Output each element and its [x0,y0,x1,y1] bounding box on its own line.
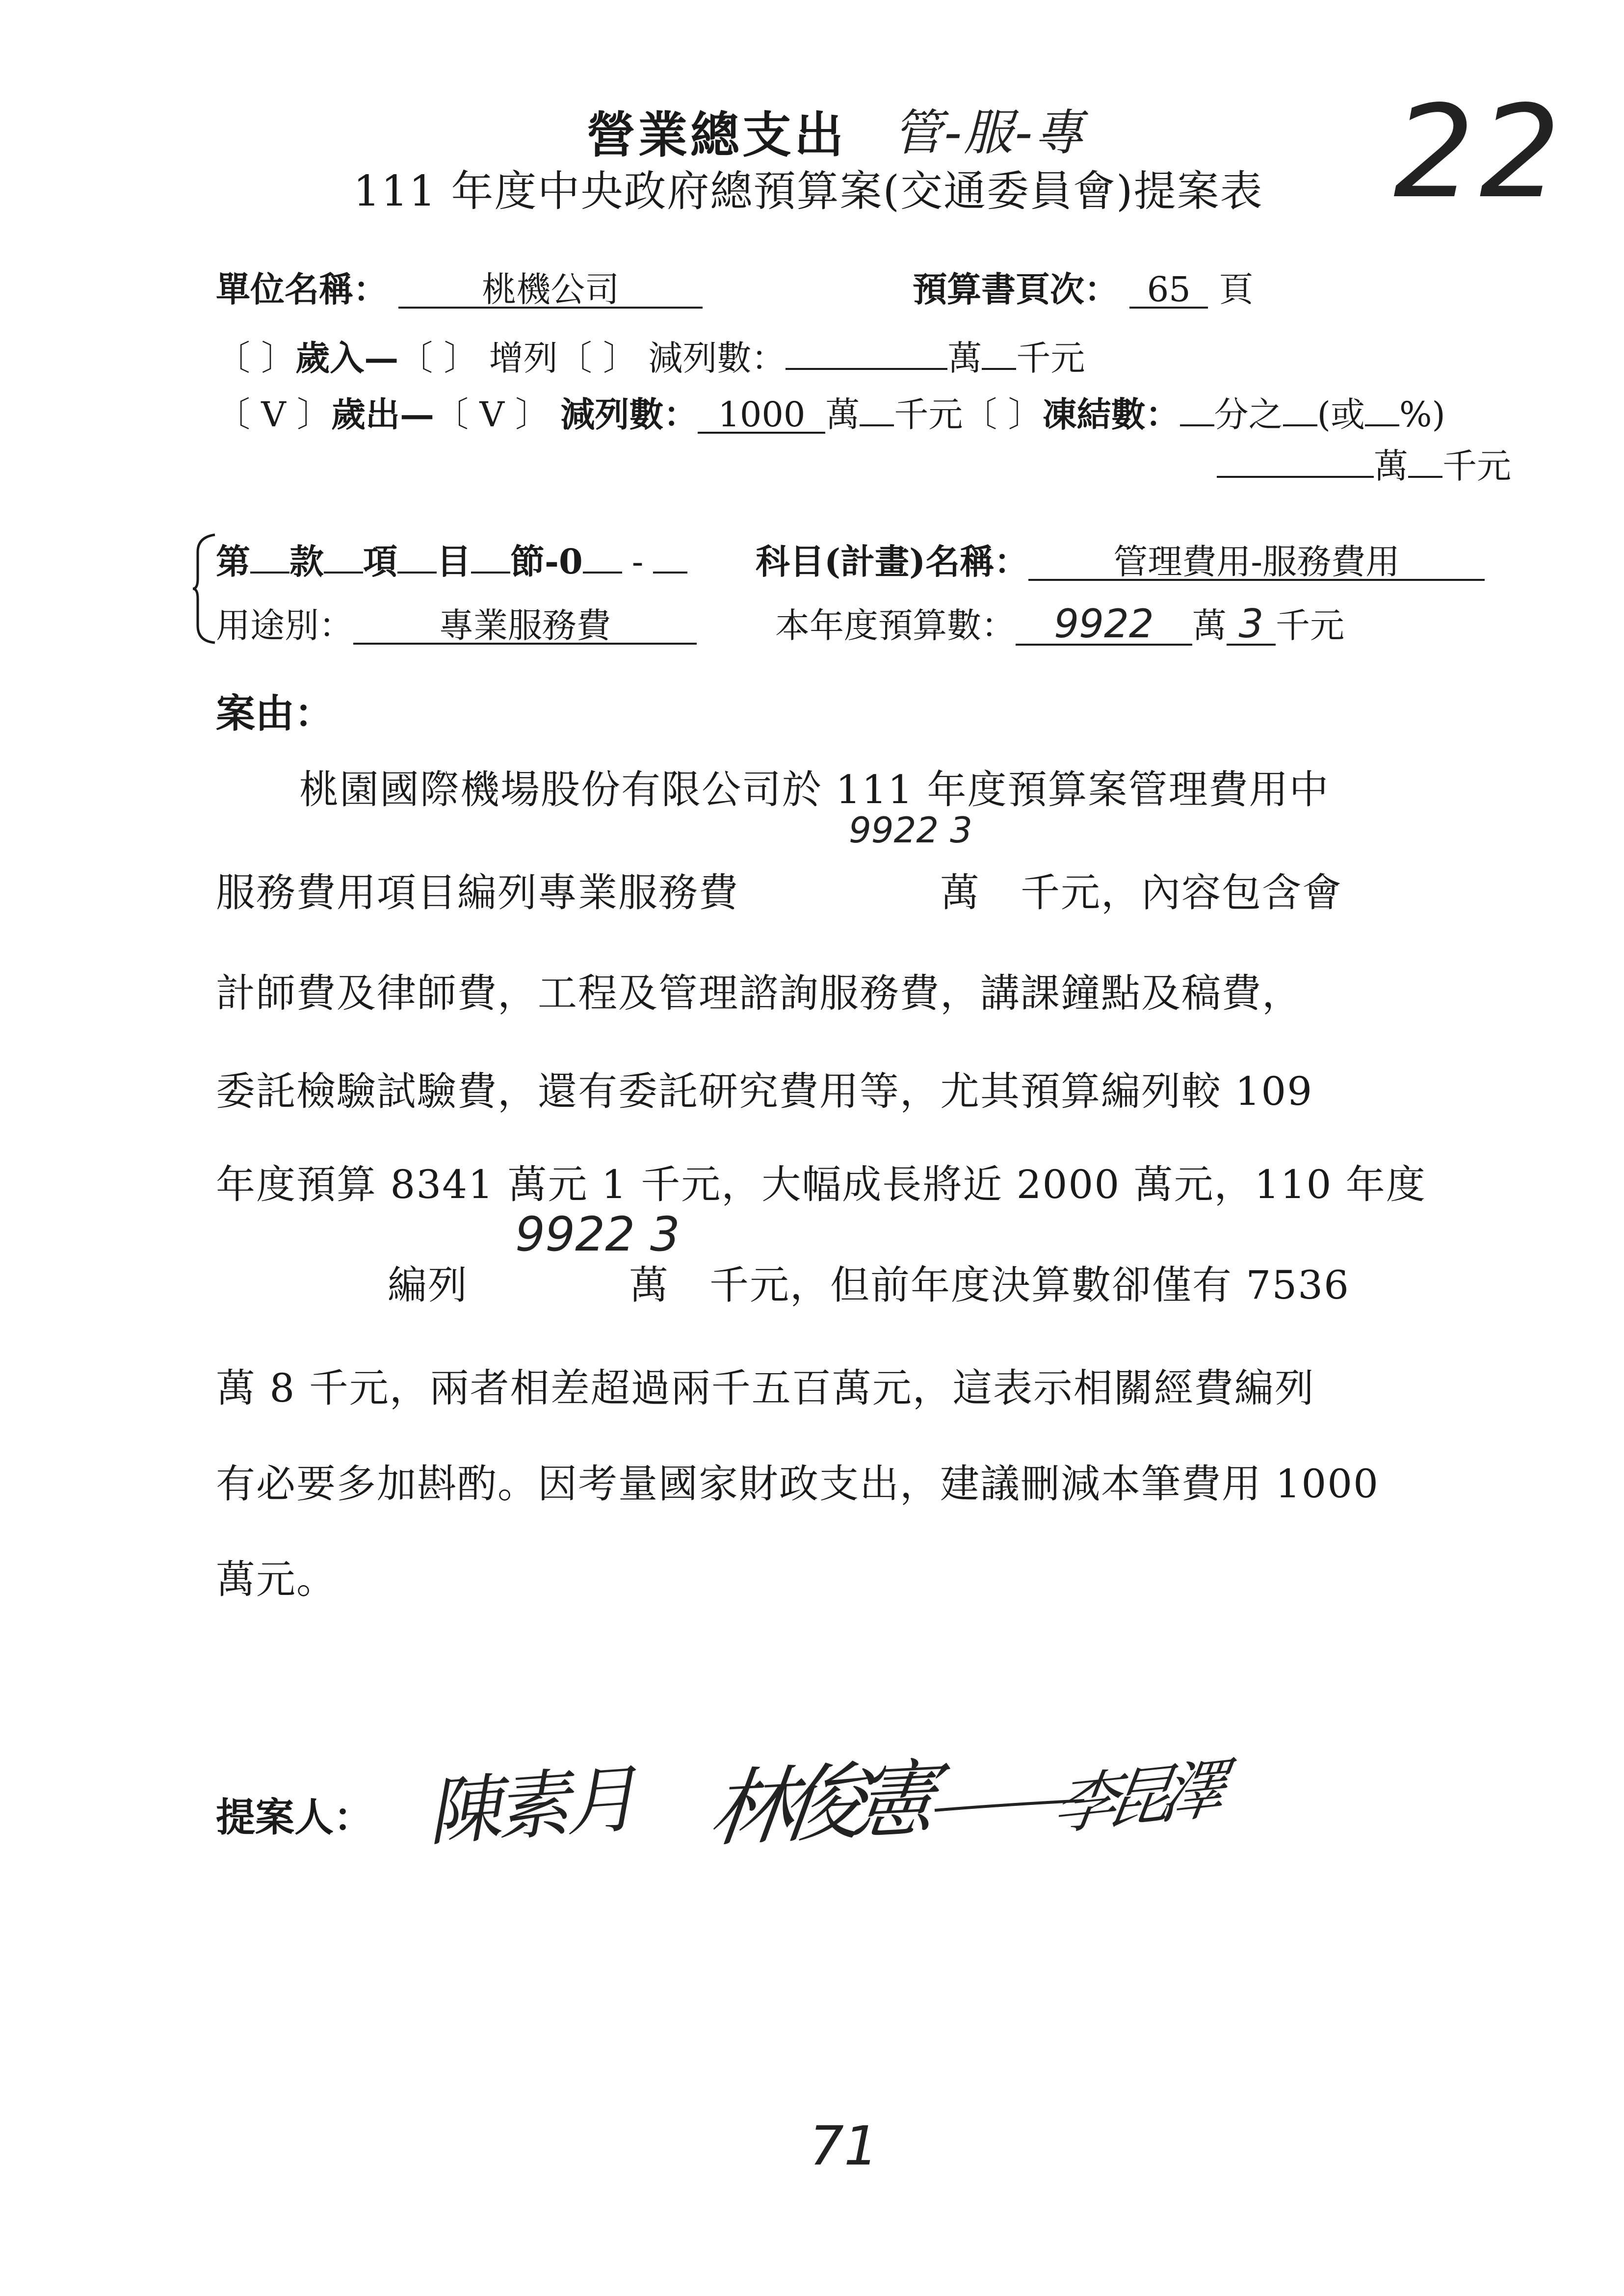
proposer-label: 提案人： [216,1794,373,1840]
expense-qian-blank [860,424,894,426]
expense-label: 歲出— [331,394,435,435]
annotation-first: 9922 3 [849,809,972,851]
account-brace [190,532,220,645]
page-ref-suffix: 頁 [1219,269,1254,310]
expense-bracket-2: 〔 V 〕 [434,394,550,435]
page-ref-row [913,267,1254,312]
form-title: 111 年度中央政府總預算案(交通委員會)提案表 [353,167,1263,216]
signature-2 [704,1731,932,1863]
revenue-wan: 萬 [947,338,982,378]
reason-line-8: 有必要多加斟酌。因考量國家財政支出，建議刪減本筆費用 1000 [216,1461,1380,1507]
revenue-qian-blank [982,368,1016,370]
freeze-qian-blank [1408,476,1442,478]
account-xiang-blank [397,572,437,574]
account-dash-blank [653,572,687,574]
page-ref-value: 65 [1129,272,1208,309]
account-jie-blank [583,572,622,574]
stamp-title: 營業總支出 [586,106,846,164]
revenue-bracket-3: 〔 〕 [557,338,638,378]
signature-1 [423,1740,636,1860]
revenue-wan-blank [786,368,947,370]
revenue-line [216,336,1085,380]
signature-underline [932,1796,1089,1815]
freeze-fraction: 分之 [1214,394,1283,435]
account-dash: - [631,542,644,582]
unit-row [216,267,703,312]
usage-value: 專業服務費 [353,608,697,645]
account-jie: 節-0 [510,541,583,582]
signature-2-text: 林俊憲 [705,1749,930,1859]
reason-line-4: 委託檢驗試驗費，還有委託研究費用等，尤其預算編列較 109 [216,1069,1313,1114]
account-mu-blank [471,572,510,574]
reason-line-5: 年度預算 8341 萬元 1 千元，大幅成長將近 2000 萬元，110 年度 [216,1162,1426,1207]
expense-qian: 千元 [894,394,963,435]
signature-1-text: 陳素月 [424,1756,636,1856]
revenue-increase: 增列 [489,338,558,378]
signature-3 [1048,1737,1224,1848]
usage-row [216,603,697,648]
handwritten-page-number: 71 [810,2114,878,2177]
account-di: 第 [216,541,250,582]
budget-qian-value: 3 [1227,604,1276,646]
revenue-bracket: 〔 〕 [216,338,296,378]
subject-value: 管理費用-服務費用 [1028,545,1485,581]
expense-decrease-label: 減列數： [560,394,698,435]
freeze-blank-1 [1180,424,1214,426]
subject-label: 科目(計畫)名稱： [756,541,1029,582]
account-kuan-blank [324,572,363,574]
account-mu: 目 [437,541,471,582]
page-number: 22 [1393,78,1566,227]
reason-line-7: 萬 8 千元，兩者相差超過兩千五百萬元，這表示相關經費編列 [216,1365,1315,1411]
revenue-decrease-label: 減列數： [648,338,786,378]
unit-value: 桃機公司 [398,272,703,309]
account-line [216,540,687,584]
reason-label: 案由： [216,690,334,736]
freeze-amount-line [1217,444,1511,488]
handwritten-category: 管-服-專 [893,104,1086,161]
expense-line [216,392,1445,437]
account-di-blank [250,572,289,574]
expense-wan: 萬 [825,394,860,435]
budget-qian: 千元 [1276,605,1344,646]
freeze-wan: 萬 [1374,446,1408,486]
freeze-percent: %) [1399,394,1445,435]
freeze-wan-blank [1217,476,1374,478]
unit-label: 單位名稱： [216,269,388,310]
page-ref-label: 預算書頁次： [913,269,1119,310]
usage-label: 用途別： [216,605,353,646]
reason-line-6: 編列 萬 千元，但前年度決算數卻僅有 7536 [388,1262,1350,1308]
account-xiang: 項 [363,541,397,582]
freeze-qian: 千元 [1442,446,1511,486]
freeze-blank-3 [1365,424,1399,426]
budget-wan: 萬 [1192,605,1227,646]
account-kuan: 款 [289,541,324,582]
reason-line-1: 桃園國際機場股份有限公司於 111 年度預算案管理費用中 [299,767,1330,812]
budget-wan-value: 9922 [1016,604,1192,646]
budget-row [775,603,1344,648]
freeze-blank-2 [1283,424,1317,426]
reason-line-3: 計師費及律師費，工程及管理諮詢服務費，講課鐘點及稿費， [216,970,1302,1016]
freeze-label: 凍結數： [1042,394,1180,435]
freeze-or: (或 [1317,394,1365,435]
reason-line-2: 服務費用項目編列專業服務費 萬 千元，內容包含會 [216,870,1342,915]
subject-row [756,540,1485,584]
expense-bracket-3: 〔 〕 [963,394,1043,435]
budget-label: 本年度預算數： [775,605,1016,646]
reason-line-9: 萬元。 [216,1557,337,1602]
expense-decrease-value: 1000 [698,397,825,434]
expense-bracket: 〔 V 〕 [216,394,332,435]
signature-3-text: 李昆澤 [1048,1751,1222,1845]
revenue-bracket-2: 〔 〕 [398,338,478,378]
revenue-label: 歲入— [295,338,399,378]
annotation-second: 9922 3 [515,1207,680,1262]
revenue-qian: 千元 [1016,338,1085,378]
